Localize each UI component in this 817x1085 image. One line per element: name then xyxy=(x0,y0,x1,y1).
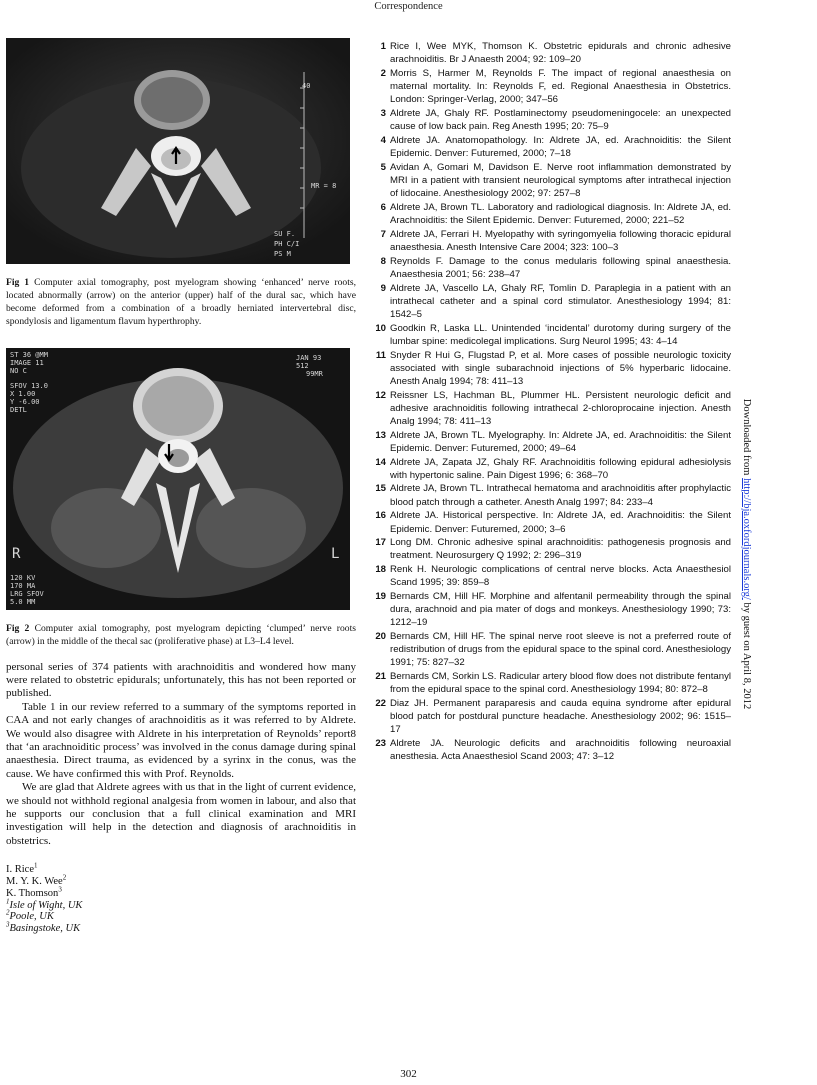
fig2-bl-3: LRG SFOV xyxy=(10,590,44,599)
reference-item xyxy=(373,429,731,455)
reference-number: 16 xyxy=(375,510,386,522)
figure-2-image xyxy=(6,348,350,610)
fig2-bl-2: 170 MA xyxy=(10,582,36,591)
reference-number: 1 xyxy=(380,41,386,52)
reference-number: 13 xyxy=(375,429,386,441)
reference-text: Aldrete JA. Anatomopathology. In: Aldrete JA, ed. Arachnoiditis: the Silent Epidemic. Denver: Futuremed, 2000; 7–18 xyxy=(390,134,731,160)
reference-item xyxy=(373,107,731,133)
reference-number: 14 xyxy=(375,456,386,468)
fig1-su-label: SU F. xyxy=(274,230,296,238)
reference-item xyxy=(373,228,731,254)
body-paragraph-3: We are glad that Aldrete agrees with us that in the light of current evidence, we should not withhold regional analgesia from women in labour, and also that he supports our conclusion that a full clinical examination and MRI investigation will help in the detection and diagnosis of arachnoiditis in obstetrics. xyxy=(6,781,356,847)
download-note xyxy=(738,374,752,734)
reference-text: Aldrete JA, Brown TL. Laboratory and radiological diagnosis. In: Aldrete JA, ed. Arachnoiditis: the Silent Epidemic. Denver: Futuremed, 2000; 221–52 xyxy=(390,201,731,226)
reference-text: Aldrete JA, Zapata JZ, Ghaly RF. Arachnoiditis following epidural adhesiolysis with hypertonic saline. Pain Digest 1996; 6: 368–70 xyxy=(390,456,731,481)
fig1-ps-label: PS M xyxy=(274,250,291,258)
fig2-tl-3: NO C xyxy=(10,367,27,376)
reference-text: Reynolds F. Damage to the conus medularis following spinal anaesthesia. Anaesthesia 2001; 56: 238–47 xyxy=(390,255,731,280)
figure-1-caption xyxy=(6,276,356,328)
reference-text: Aldrete JA, Ghaly RF. Postlaminectomy pseudomeningocele: an unexpected cause of low back pain. Reg Anesth 1995; 20: 75–9 xyxy=(390,107,731,133)
reference-item xyxy=(373,40,731,66)
fig2-bl-4: 5.0 MM xyxy=(10,598,36,607)
reference-text: Long DM. Chronic adhesive spinal arachnoiditis: pathogenesis prognosis and treatment. Neurosurgery Q 1992; 2: 296–319 xyxy=(390,537,731,562)
reference-item xyxy=(373,282,731,321)
reference-text: Aldrete JA, Brown TL. Intrathecal hematoma and arachnoiditis after prophylactic blood patch through a catheter. Anesth Analg 1997; 84: 233–4 xyxy=(390,483,731,508)
body-text xyxy=(6,661,356,849)
reference-item xyxy=(373,737,731,763)
reference-number: 15 xyxy=(375,483,386,495)
reference-number: 23 xyxy=(375,738,386,750)
reference-number: 21 xyxy=(375,671,386,683)
page-number: 302 xyxy=(400,1068,417,1080)
reference-item xyxy=(373,482,731,508)
fig2-ml-4: DETL xyxy=(10,406,27,415)
reference-number: 3 xyxy=(380,107,386,119)
reference-item xyxy=(373,134,731,160)
journal-link[interactable]: http://bja.oxfordjournals.org/ xyxy=(741,478,752,600)
reference-item xyxy=(373,536,731,562)
figure-2-caption-text: Computer axial tomography, post myelogram depicting ‘clumped’ nerve roots (arrow) in the middle of the thecal sac (proliferative phase) at L3–L4 level. xyxy=(6,623,356,648)
reference-item xyxy=(373,509,731,535)
reference-text: Aldrete JA, Vascello LA, Ghaly RF, Tomlin D. Paraplegia in a patient with an intrathecal catheter and a spinal cord stimulator. Anesthesiology 1994; 81: 1542–5 xyxy=(390,282,731,320)
reference-item xyxy=(373,563,731,589)
reference-text: Aldrete JA. Historical perspective. In: Aldrete JA, ed. Arachnoiditis: the Silent Epidemic. Denver: Futuremed, 2000; 3–6 xyxy=(390,510,731,535)
author-1: I. Rice$^1$ xyxy=(6,861,38,876)
body-paragraph-1: personal series of 374 patients with arachnoiditis and wondered how many were related to obstetric epidurals; unfortunately, this has not been reported or published. xyxy=(6,660,356,700)
fig2-tr-2: 512 xyxy=(296,362,309,371)
fig2-tr-3: 99MR xyxy=(306,370,323,379)
reference-number: 7 xyxy=(380,228,386,240)
reference-text: Bernards CM, Hill HF. The spinal nerve root sleeve is not a preferred route of redistribution of drugs from the epidural space to the spinal cord. Anesthesiology 1991; 75: 827–32 xyxy=(390,631,731,669)
reference-text: Goodkin R, Laska LL. Unintended ‘incidental’ durotomy during surgery of the lumbar spine: medicolegal implications. Surg Neurol 1995; 43: 4–14 xyxy=(390,322,731,347)
reference-number: 22 xyxy=(375,698,386,710)
reference-number: 12 xyxy=(375,389,386,401)
reference-number: 6 xyxy=(380,201,386,213)
reference-number: 10 xyxy=(375,322,386,334)
reference-number: 18 xyxy=(375,564,386,576)
fig2-tl-2: IMAGE 11 xyxy=(10,359,44,368)
fig1-ph-label: PH C/I xyxy=(274,240,300,248)
figure-1-label: Fig 1 xyxy=(6,277,30,288)
reference-item xyxy=(373,349,731,388)
fig2-l-marker: L xyxy=(331,546,340,563)
reference-number: 20 xyxy=(375,631,386,643)
reference-number: 5 xyxy=(380,161,386,173)
figure-1-caption-text: Computer axial tomography, post myelogram showing ‘enhanced’ nerve roots, located abnormally (arrow) on the anterior (upper) half of the dural sac, which have become deformed from a combination of a broadly herniated intervertebral disc, spondylosis and ligamentum flavum hyperthrophy. xyxy=(6,277,356,328)
reference-text: Reissner LS, Hachman BL, Plummer HL. Persistent neurologic deficit and adhesive arachnoiditis following intrathecal 2-chloroprocaine injection. Anesth Analg 1994; 78: 411–13 xyxy=(390,389,731,427)
reference-item xyxy=(373,201,731,227)
reference-text: Rice I, Wee MYK, Thomson K. Obstetric epidurals and chronic adhesive arachnoiditis. Br J Anaesth 2004; 92: 109–20 xyxy=(390,41,731,66)
reference-text: Bernards CM, Sorkin LS. Radicular artery blood flow does not distribute fentanyl from the epidural space to the spinal cord. Anesthesiology 1994; 80: 872–8 xyxy=(390,671,731,696)
figure-2-label: Fig 2 xyxy=(6,623,30,635)
reference-item xyxy=(373,456,731,482)
figure-2-caption xyxy=(6,622,356,648)
left-column xyxy=(6,38,356,935)
running-header: Correspondence xyxy=(374,1,443,12)
author-3: K. Thomson$^3$ xyxy=(6,885,62,899)
reference-number: 4 xyxy=(380,134,386,146)
author-block xyxy=(6,861,356,935)
download-suffix: by guest on April 8, 2012 xyxy=(741,599,752,710)
affiliation-3: $^3$Basingstoke, UK xyxy=(6,920,81,935)
reference-item xyxy=(373,697,731,736)
fig2-ml-3: Y -6.00 xyxy=(10,398,40,407)
reference-text: Renk H. Neurologic complications of central nerve blocks. Acta Anaesthesiol Scand 1995; 39: 859–8 xyxy=(390,564,731,589)
fig1-scale-label: 40 xyxy=(302,82,311,90)
fig2-tl-1: ST 36 @MM xyxy=(10,351,48,360)
reference-item xyxy=(373,590,731,629)
figure-1-image xyxy=(6,38,350,264)
fig2-ml-2: X 1.00 xyxy=(10,390,36,399)
reference-text: Morris S, Harmer M, Reynolds F. The impact of regional anaesthesia on maternal mortality. In: Reynolds F, ed. Regional Anaesthesia in Obstetrics. London: Springer-Verlag, 2000; 347–56 xyxy=(390,67,731,106)
reference-item xyxy=(373,255,731,281)
fig2-bl-1: 120 KV xyxy=(10,574,36,583)
affiliation-2: $^2$Poole, UK xyxy=(6,908,54,923)
fig2-ml-1: SFOV 13.0 xyxy=(10,382,48,391)
reference-number: 9 xyxy=(380,282,386,294)
download-prefix: Downloaded from xyxy=(741,398,752,479)
fig1-mr-label: MR = 8 xyxy=(311,182,337,190)
body-paragraph-2: Table 1 in our review referred to a summary of the symptoms reported in CAA and not early changes of arachnoiditis as it was referred to by Aldrete. We would also disagree with Aldrete in his interpretation of Reynolds’ report8 that ‘an arachnoiditic process’ was involved in the conus damage during spinal anaesthesia. Direct trauma, as evidenced by a syrinx in the conus, was the cause. We have confirmed this with Prof. Reynolds. xyxy=(6,700,356,780)
reference-text: Aldrete JA, Ferrari H. Myelopathy with syringomyelia following thoracic epidural anaesthesia. Anesth Intensive Care 2004; 323: 100–3 xyxy=(390,228,731,253)
reference-text: Avidan A, Gomari M, Davidson E. Nerve root inflammation demonstrated by MRI in a patient with transient neurological symptoms after intrathecal injection of lidocaine. Anesthesiology 2002; 97: 257–8 xyxy=(390,161,731,200)
fig2-tr-1: JAN 93 xyxy=(296,354,322,363)
reference-text: Snyder R Hui G, Flugstad P, et al. More cases of possible neurologic toxicity associated with single subarachnoid injections of 5% hyperbaric lidocaine. Anesth Analg 1994; 78: 411–13 xyxy=(390,349,731,387)
reference-text: Bernards CM, Hill HF. Morphine and alfentanil permeability through the spinal dura, arachnoid and pia mater of dogs and monkeys. Anesthesiology 1990; 73: 1212–19 xyxy=(390,591,731,629)
reference-item xyxy=(373,161,731,200)
reference-item xyxy=(373,630,731,669)
reference-number: 8 xyxy=(380,255,386,267)
reference-item xyxy=(373,322,731,348)
reference-item xyxy=(373,67,731,106)
author-2: M. Y. K. Wee$^2$ xyxy=(6,873,67,888)
reference-text: Diaz JH. Permanent paraparesis and cauda equina syndrome after epidural blood patch for postdural puncture headache. Anesthesiology 2002; 96: 1515–17 xyxy=(390,698,731,736)
reference-item xyxy=(373,389,731,428)
fig2-r-marker: R xyxy=(12,546,21,563)
reference-number: 2 xyxy=(380,67,386,79)
reference-item xyxy=(373,670,731,696)
reference-number: 11 xyxy=(375,349,386,361)
reference-text: Aldrete JA. Neurologic deficits and arachnoiditis following neuroaxial anesthesia. Acta Anaesthesiol Scand 2003; 47: 3–12 xyxy=(390,738,731,763)
reference-number: 17 xyxy=(375,537,386,549)
affiliation-1: $^1$Isle of Wight, UK xyxy=(6,897,83,911)
reference-number: 19 xyxy=(375,591,386,603)
reference-list xyxy=(373,40,731,764)
reference-text: Aldrete JA, Brown TL. Myelography. In: Aldrete JA, ed. Arachnoiditis: the Silent Epidemic. Denver: Futuremed, 2000; 49–64 xyxy=(390,429,731,454)
